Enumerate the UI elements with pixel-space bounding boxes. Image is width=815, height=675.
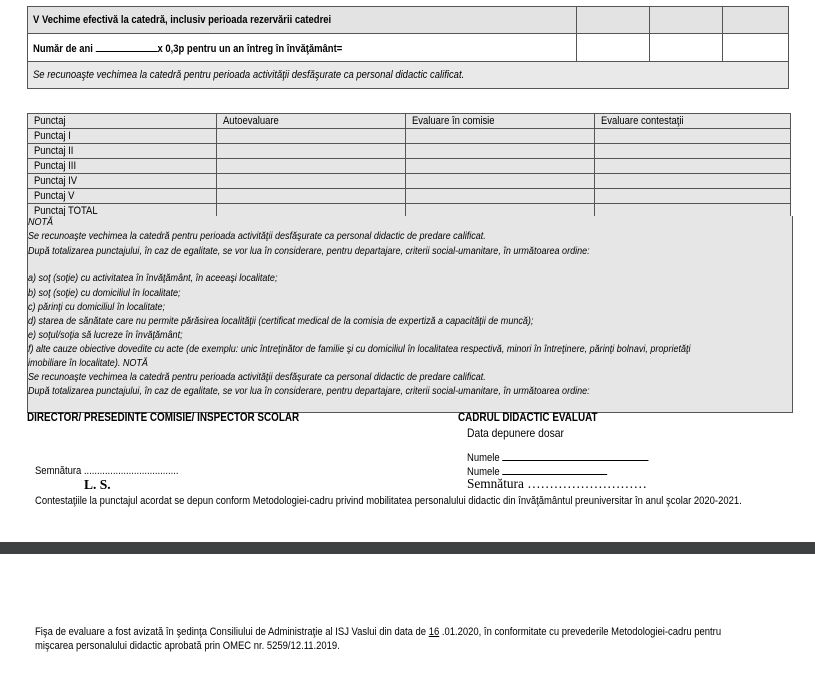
numele-1-wrap xyxy=(467,450,678,464)
ani-label: Număr de ani xyxy=(33,42,93,55)
footer-line-1-wrap xyxy=(35,626,815,638)
score-cell xyxy=(406,174,595,189)
footer-line-2: mişcarea personalului didactic aprobată prin OMEC nr. 5259/12.11.2019. xyxy=(35,640,340,652)
nota-line: d) starea de sănătate care nu permite părăsirea localităţii (certificat medical de la comisia de expertiză a capacităţii de muncă); xyxy=(28,315,534,327)
nota-line: a) soţ (soţie) cu activitatea în învăţământ, în aceeaşi localitate; xyxy=(28,272,278,284)
left-sign-title-wrap xyxy=(27,412,344,424)
semnatura-right-wrap xyxy=(467,477,656,493)
score-header-row xyxy=(28,114,791,129)
footer-line-2-wrap xyxy=(35,640,389,652)
numele-2-line xyxy=(467,464,607,478)
score-cell xyxy=(595,159,791,174)
section-v-title: V Vechime efectivă la catedră, inclusiv perioada rezervării catedrei xyxy=(33,14,332,26)
numele-2-blank xyxy=(502,464,607,475)
nota-line: imobiliare în localitate). NOTĂ xyxy=(28,357,148,369)
footer-day: 16 xyxy=(428,626,440,638)
table-row xyxy=(28,174,791,189)
section-v-ani-cell xyxy=(28,34,577,62)
section-v-cell-b xyxy=(650,7,723,34)
score-cell xyxy=(406,144,595,159)
section-v-note-cell xyxy=(28,62,789,89)
score-cell xyxy=(217,189,406,204)
score-header-autoevaluare: Autoevaluare xyxy=(217,114,406,129)
left-sign-title: DIRECTOR/ PRESEDINTE COMISIE/ INSPECTOR SCOLAR xyxy=(27,412,300,424)
nota-line: Se recunoaşte vechimea la catedră pentru perioada activităţii desfăşurate ca personal didactic de predare calificat. xyxy=(28,230,486,242)
nota-line: După totalizarea punctajului, în caz de egalitate, se vor lua în considerare, pentru departajare, criterii social-umanitare, în următoarea ordine: xyxy=(28,385,590,397)
data-depunere-wrap xyxy=(467,426,580,440)
score-header-punctaj: Punctaj xyxy=(28,114,217,129)
table-row xyxy=(28,189,791,204)
score-row-label: Punctaj TOTAL xyxy=(28,204,217,219)
ls-mark: L. S. xyxy=(84,477,111,492)
score-cell xyxy=(595,144,791,159)
table-row xyxy=(28,159,791,174)
nota-box xyxy=(27,216,793,413)
nota-line: f) alte cauze obiective dovedite cu acte (de exemplu: unic întreţinător de familie şi cu domiciliul în localitatea respectivă, minori în întreţinere, părinţi bolnavi, proprietăţi xyxy=(28,343,691,355)
right-sign-title-wrap xyxy=(458,412,620,424)
score-row-label: Punctaj II xyxy=(28,144,217,159)
ani-label-line xyxy=(33,41,342,55)
nota-line: NOTĂ xyxy=(28,216,54,228)
score-cell xyxy=(406,189,595,204)
nota-line: După totalizarea punctajului, în caz de egalitate, se vor lua în considerare, pentru departajare, criterii social-umanitare, în următoarea ordine: xyxy=(28,245,590,257)
semnatura-left-wrap xyxy=(35,465,202,477)
numele-2-label: Numele xyxy=(467,466,500,478)
score-header-contestatii: Evaluare contestaţii xyxy=(595,114,791,129)
score-cell xyxy=(217,129,406,144)
semnatura-left: Semnătura .................................... xyxy=(35,465,179,477)
ani-cell-c xyxy=(723,34,789,62)
score-cell xyxy=(406,159,595,174)
nota-line: Se recunoaşte vechimea la catedră pentru perioada activităţii desfăşurate ca personal didactic de predare calificat. xyxy=(28,371,486,383)
score-row-label: Punctaj V xyxy=(28,189,217,204)
score-row-label: Punctaj III xyxy=(28,159,217,174)
section-v-cell-c xyxy=(723,7,789,34)
numele-1-label: Numele xyxy=(467,452,500,464)
score-cell xyxy=(595,174,791,189)
numele-1-blank xyxy=(502,450,648,461)
contestatii-wrap xyxy=(35,495,815,507)
right-sign-title: CADRUL DIDACTIC EVALUAT xyxy=(458,412,598,424)
semnatura-right: Semnătura ……………………… xyxy=(467,477,647,492)
score-cell xyxy=(595,129,791,144)
score-cell xyxy=(217,159,406,174)
data-depunere-label: Data depunere dosar xyxy=(467,426,564,440)
ani-blank xyxy=(96,41,158,52)
score-header-comisie: Evaluare în comisie xyxy=(406,114,595,129)
footer-line-1: Fişa de evaluare a fost avizată în şedinţa Consiliului de Administraţie al ISJ Vaslui din data de 16 .01.2020, în conformitate cu prevederile Metodologiei-cadru pentru xyxy=(35,626,722,638)
section-v-title-cell xyxy=(28,7,577,34)
section-v-cell-a xyxy=(577,7,650,34)
section-v-table xyxy=(27,6,789,89)
contestatii-text: Contestaţiile la punctajul acordat se depun conform Metodologiei-cadru privind mobilitatea personalului didactic din învăţământul preuniversitar în anul şcolar 2020-2021. xyxy=(35,495,742,507)
table-row xyxy=(28,129,791,144)
nota-line: c) părinţi cu domiciliul în localitate; xyxy=(28,301,166,313)
ani-cell-b xyxy=(650,34,723,62)
nota-line: e) soţul/soţia să lucreze în învăţământ; xyxy=(28,329,183,341)
score-cell xyxy=(595,189,791,204)
score-row-label: Punctaj I xyxy=(28,129,217,144)
section-v-note: Se recunoaşte vechimea la catedră pentru perioada activităţii desfăşurate ca personal didactic calificat. xyxy=(33,69,465,81)
score-cell xyxy=(217,174,406,189)
score-cell xyxy=(406,129,595,144)
ani-formula: x 0,3p pentru un an întreg în învăţământ= xyxy=(157,42,343,55)
score-table xyxy=(27,113,791,219)
ani-cell-a xyxy=(577,34,650,62)
nota-line: b) soţ (soţie) cu domiciliul în localitate; xyxy=(28,287,181,299)
score-cell xyxy=(217,144,406,159)
numele-2-wrap xyxy=(467,464,630,478)
table-row xyxy=(28,144,791,159)
score-row-label: Punctaj IV xyxy=(28,174,217,189)
page-separator-bar xyxy=(0,542,815,554)
numele-1-line xyxy=(467,450,648,464)
